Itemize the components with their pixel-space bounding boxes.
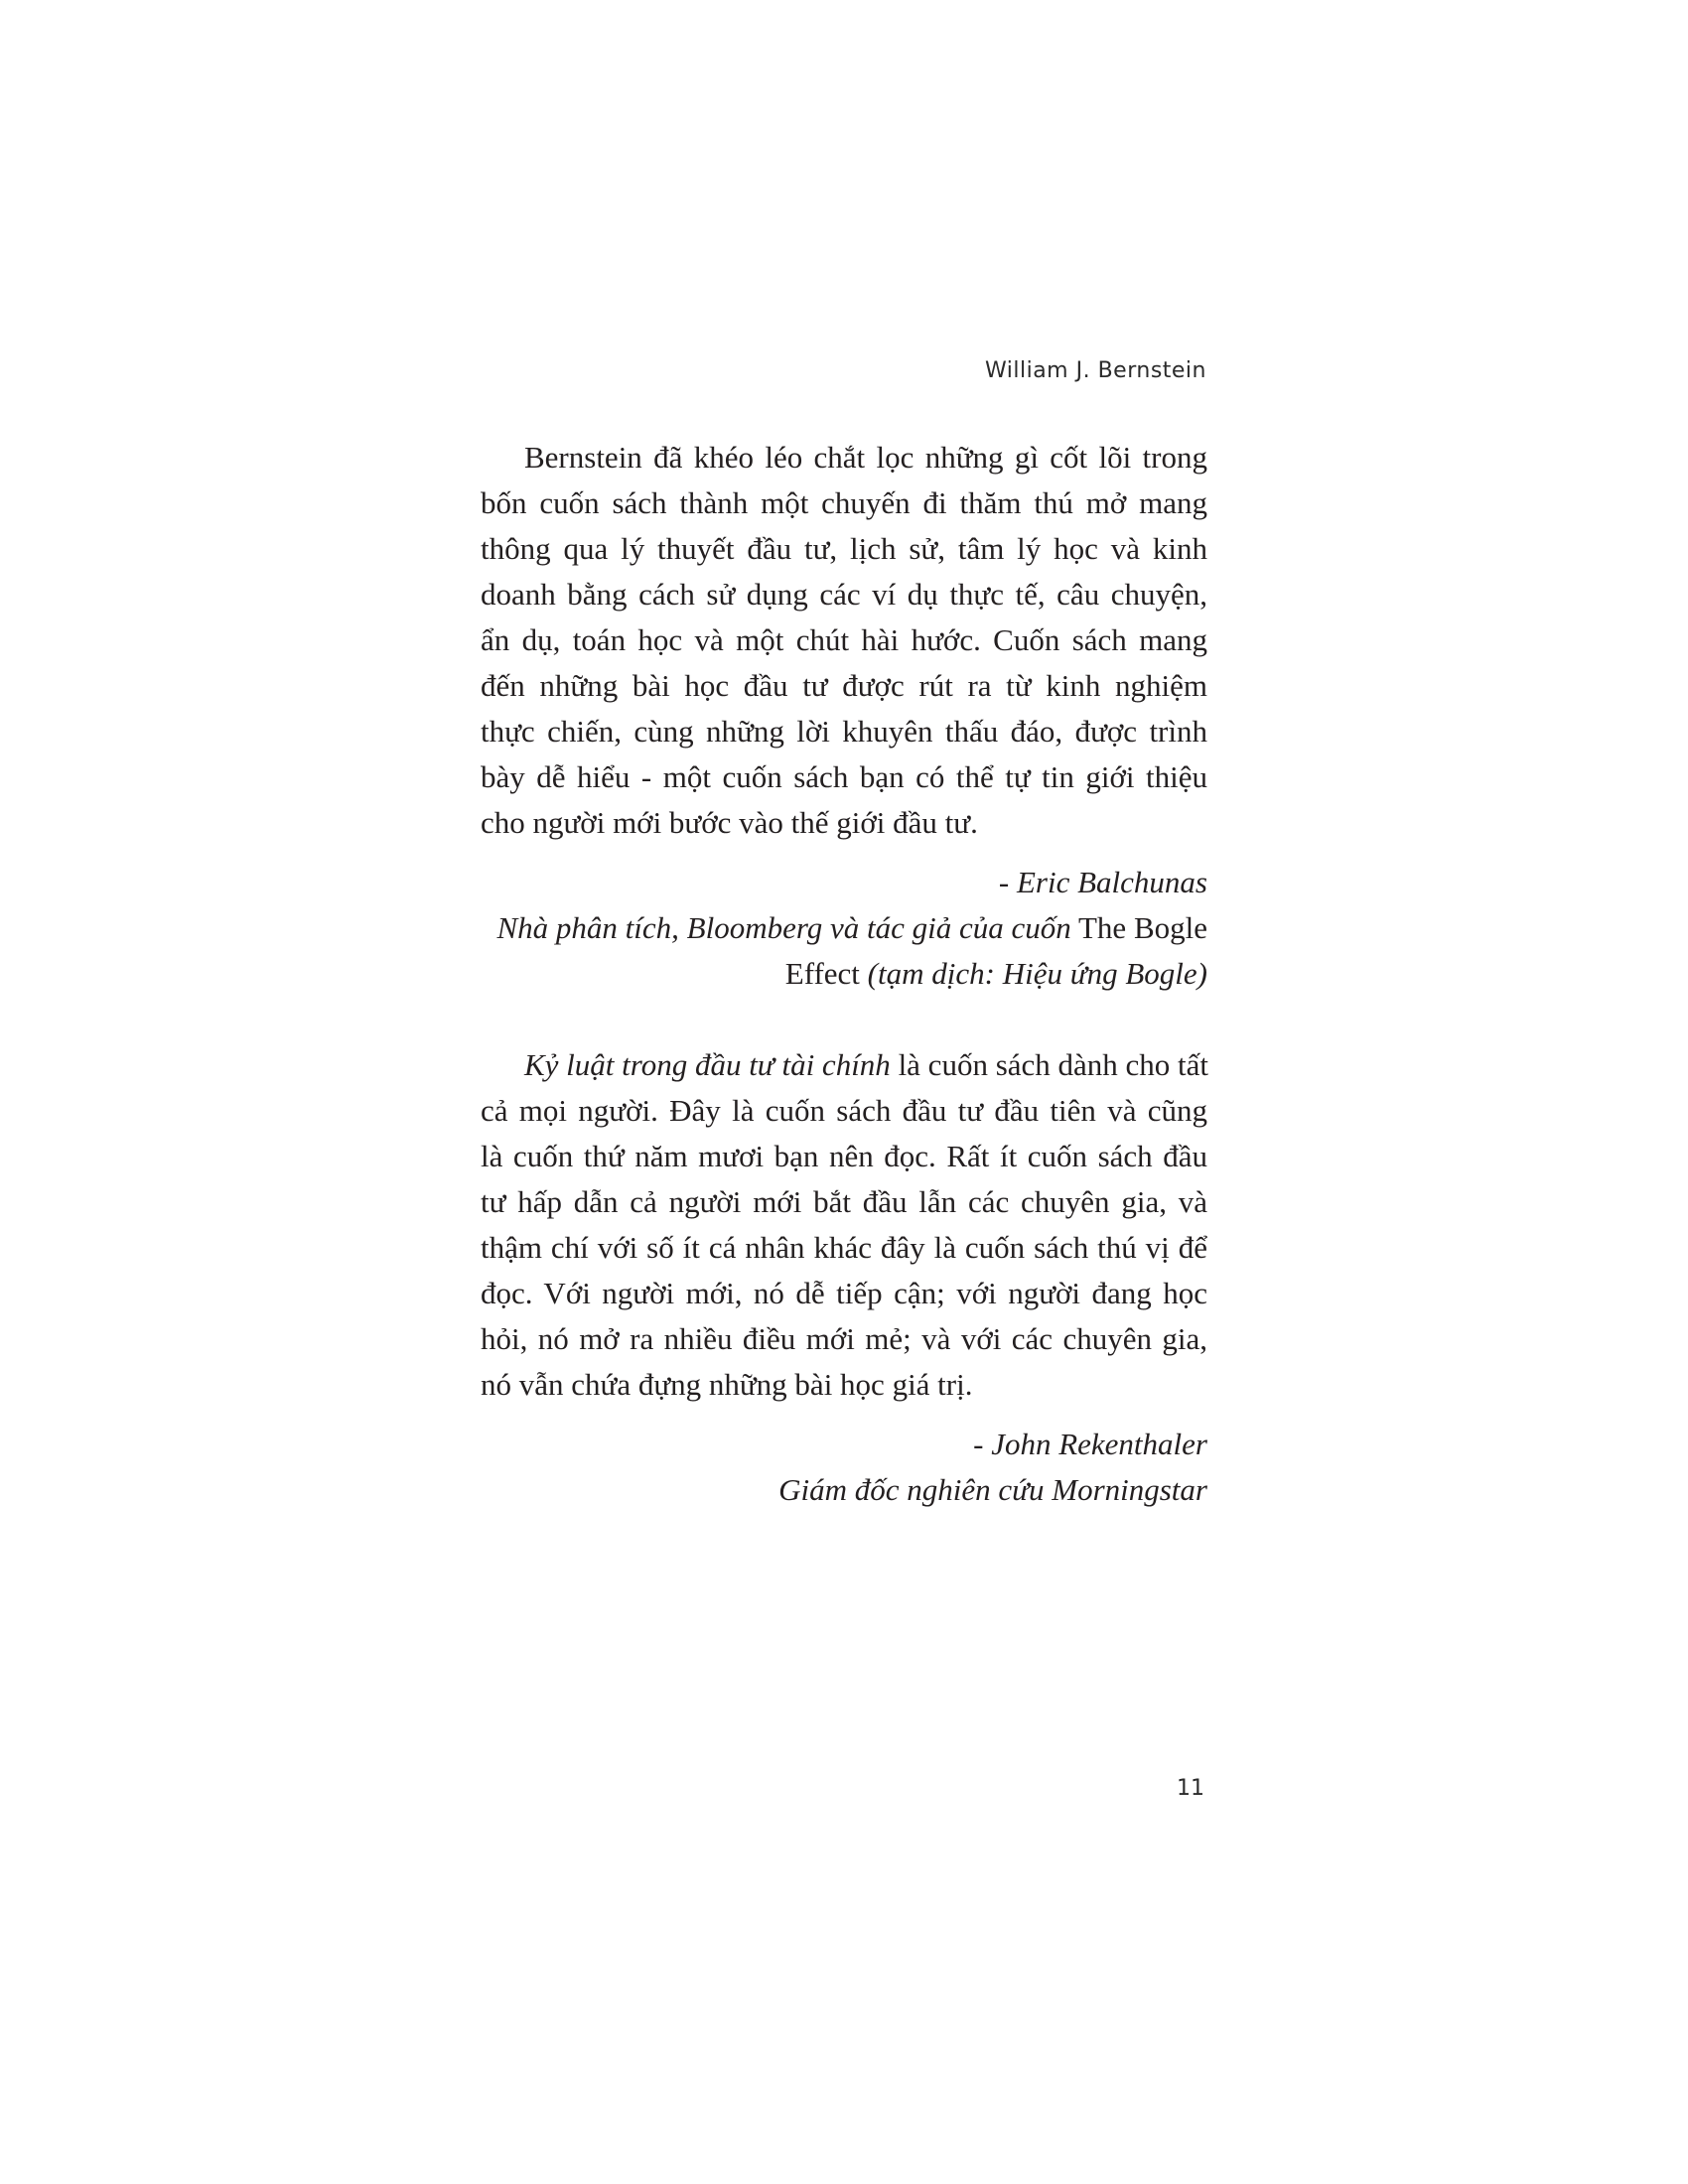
attribution-john-rekenthaler [481,1422,1207,1513]
book-title: Kỷ luật trong đầu tư tài chính [524,1047,891,1082]
quote-line: bốn cuốn sách thành một chuyến đi thăm thú mở mang [481,485,1207,520]
book-title: The Bogle [1078,910,1207,945]
book-title: Effect [784,956,860,991]
quote-line: doanh bằng cách sử dụng các ví dụ thực tế, câu chuyện, [481,577,1207,612]
quote-line: đọc. Với người mới, nó dễ tiếp cận; với người đang học [481,1276,1207,1310]
quote-line: Kỷ luật trong đầu tư tài chính là cuốn sách dành cho tất [524,1047,1209,1082]
quote-john-rekenthaler [481,1042,1207,1408]
quote-line: Bernstein đã khéo léo chắt lọc những gì cốt lõi trong [524,440,1207,475]
quote-eric-balchunas [481,435,1207,846]
running-head: William J. Bernstein [984,358,1206,383]
attribution-author: - John Rekenthaler [973,1427,1207,1461]
quote-line: thậm chí với số ít cá nhân khác đây là cuốn sách thú vị để [481,1230,1207,1265]
page-content [481,435,1207,1513]
translation-note: (tạm dịch: Hiệu ứng Bogle) [867,956,1207,991]
quote-line: bày dễ hiểu - một cuốn sách bạn có thể tự tin giới thiệu [481,759,1207,794]
quote-line: cho người mới bước vào thế giới đầu tư. [481,805,978,840]
attribution-role: Giám đốc nghiên cứu Morningstar [778,1472,1207,1507]
quote-line: cả mọi người. Đây là cuốn sách đầu tư đầu tiên và cũng [481,1093,1207,1128]
quote-line: đến những bài học đầu tư được rút ra từ kinh nghiệm [481,668,1207,703]
attribution-author: - Eric Balchunas [998,865,1207,899]
quote-line: nó vẫn chứa đựng những bài học giá trị. [481,1367,973,1402]
attribution-eric-balchunas [481,860,1207,997]
attribution-role: Nhà phân tích, Bloomberg và tác giả của cuốn [496,910,1071,945]
quote-line: ẩn dụ, toán học và một chút hài hước. Cuốn sách mang [481,622,1207,657]
quote-line: thông qua lý thuyết đầu tư, lịch sử, tâm lý học và kinh [481,531,1207,566]
quote-line: thực chiến, cùng những lời khuyên thấu đáo, được trình [481,714,1207,749]
quote-line: là cuốn thứ năm mươi bạn nên đọc. Rất ít cuốn sách đầu [481,1139,1207,1173]
quote-line: tư hấp dẫn cả người mới bắt đầu lẫn các chuyên gia, và [481,1184,1207,1219]
page-number: 11 [1177,1776,1204,1801]
quote-line: hỏi, nó mở ra nhiều điều mới mẻ; và với các chuyên gia, [481,1321,1207,1356]
